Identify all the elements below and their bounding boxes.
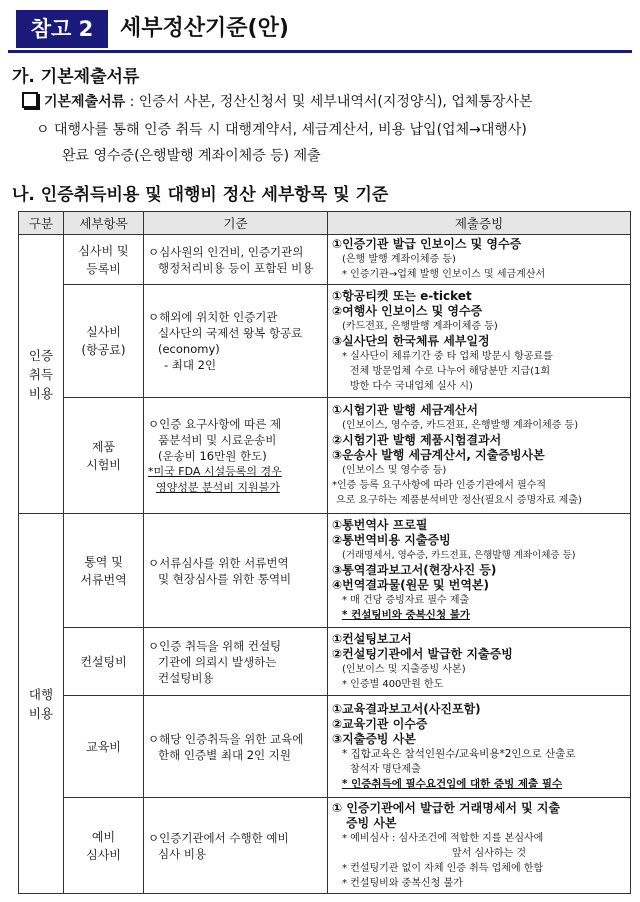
proof-cell [328, 398, 631, 514]
proof-line: (인보이스, 영수증, 카드전표, 은행발행 계좌이체증 등) [342, 420, 579, 431]
proof-line: * 인증기관→업체 발행 인보이스 및 세금계산서 [342, 269, 546, 280]
proof-line: *인증 등록 요구사항에 따라 인증기관에서 필수적 [332, 480, 547, 491]
proof-line: * 인증별 400만원 한도 [342, 678, 444, 690]
reference-badge: 참고 2 [16, 10, 108, 48]
proof-cell [328, 235, 631, 285]
proof-line: 참석자 명단제출 [350, 763, 421, 775]
proof-line: * 인증취득에 필수요건임에 대한 증빙 제출 필수 [342, 777, 563, 790]
proof-line: 앞서 심사하는 것 [452, 847, 526, 859]
proof-line: ①인증기관 발급 인보이스 및 영수증 [332, 237, 522, 251]
proof-line: ④번역결과물(원문 및 번역본) [332, 578, 489, 592]
proof-cell [328, 696, 631, 798]
item-name: 심사비 및 등록비 [64, 235, 144, 285]
proof-cell [328, 514, 631, 628]
criteria-line: 행정처리비용 등이 포함된 비용 [158, 260, 314, 275]
criteria-line: 및 현장심사를 위한 통역비 [158, 571, 292, 586]
basic-docs-label: 기본제출서류 [44, 94, 126, 110]
item-name: 실사비 (항공료) [64, 285, 144, 398]
criteria-line: 심사 비용 [158, 846, 207, 861]
proof-line: ①교육결과보고서(사진포함) [332, 701, 481, 716]
table-row [19, 514, 631, 628]
table-row [19, 398, 631, 514]
proof-cell [328, 798, 631, 894]
criteria-line: - 최대 2인 [164, 358, 217, 372]
criteria-line: ㅇ인증 취득을 위해 컨설팅 [148, 638, 282, 653]
proof-line: * 컨설팅비와 중복신청 불가 [342, 877, 463, 889]
proof-line: * 컨설팅비와 중복신청 불가 [342, 609, 471, 621]
agency-note-line1 [36, 120, 527, 140]
criteria-line: ㅇ인증기관에서 수행한 예비 [148, 830, 289, 845]
table-row [19, 285, 631, 398]
settlement-table [18, 211, 631, 894]
proof-line: ②시험기관 발행 제품시험결과서 [332, 433, 502, 447]
proof-cell [328, 285, 631, 398]
criteria-line: 컨설팅비용 [158, 670, 214, 685]
proof-line: * 실사단이 체류기간 중 타 업체 방문시 항공료를 [342, 350, 553, 362]
proof-line: 으로 요구하는 제품분석비만 정산(필요시 증명자료 제출) [336, 495, 582, 506]
criteria-line: ㅇ해외에 위치한 인증기관 [148, 310, 278, 324]
proof-line: (은행 발행 계좌이체증 등) [342, 254, 456, 265]
proof-line: ③실사단의 한국체류 세부일정 [332, 333, 490, 348]
square-bullet-icon [22, 92, 38, 108]
item-name: 컨설팅비 [64, 628, 144, 696]
criteria-line: 품분석비 및 시료운송비 [158, 432, 277, 447]
criteria-cell [144, 514, 328, 628]
criteria-cell [144, 398, 328, 514]
proof-line: (인보이스 및 지출증빙 사본) [342, 663, 466, 675]
proof-line: ③운송사 발행 세금계산서, 지출증빙사본 [332, 448, 545, 462]
proof-line: ①항공티켓 또는 e-ticket [332, 288, 472, 303]
criteria-line: 기관에 의뢰시 발생하는 [158, 654, 277, 669]
section-a-title: 가. 기본제출서류 [12, 67, 140, 87]
category-cert-cost: 인증 취득 비용 [19, 235, 64, 514]
agency-note-text1: 대행사를 통해 인증 취득 시 대행계약서, 세금계산서, 비용 납입(업체→대행사) [53, 122, 527, 138]
proof-line: * 매 건당 증빙자료 필수 제출 [342, 595, 470, 606]
item-name: 통역 및 서류번역 [64, 514, 144, 628]
page-title: 세부정산기준(안) [120, 16, 289, 41]
basic-docs-line [22, 92, 532, 112]
col-header-criteria: 기준 [144, 212, 328, 235]
criteria-cell [144, 235, 328, 285]
criteria-cell [144, 628, 328, 696]
proof-line: ②컨설팅기관에서 발급한 지출증빙 [332, 646, 513, 661]
item-name: 교육비 [64, 696, 144, 798]
item-name: 제품 시험비 [64, 398, 144, 514]
proof-line: ②교육기관 이수증 [332, 716, 428, 731]
table-row [19, 696, 631, 798]
criteria-cell [144, 285, 328, 398]
proof-line: (거래명세서, 영수증, 카드전표, 은행발행 계좌이체증 등) [342, 550, 576, 561]
proof-line: (카드전표, 은행발행 계좌이체증 등) [342, 320, 498, 332]
criteria-line: ㅇ서류심사를 위한 서류번역 [148, 555, 289, 570]
criteria-line: ㅇ인증 요구사항에 따른 제 [148, 416, 282, 431]
item-name: 예비 심사비 [64, 798, 144, 894]
table-row [19, 628, 631, 696]
circle-bullet-icon: ㅇ [36, 122, 50, 138]
proof-line: ②통번역비용 지출증빙 [332, 533, 451, 547]
criteria-line: (운송비 16만원 한도) [158, 448, 267, 463]
proof-line: 방한 다수 국내업체 실사 시) [350, 380, 473, 392]
criteria-line: ㅇ해당 인증취득을 위한 교육에 [148, 731, 304, 746]
criteria-line: *미국 FDA 시설등록의 경우 [148, 464, 282, 478]
table-row [19, 235, 631, 285]
criteria-cell [144, 798, 328, 894]
proof-line: (인보이스 및 영수증 등) [342, 465, 447, 476]
basic-docs-text: : 인증서 사본, 정산신청서 및 세부내역서(지정양식), 업체통장사본 [125, 94, 533, 110]
col-header-proof: 제출증빙 [328, 212, 631, 235]
col-header-item: 세부항목 [64, 212, 144, 235]
proof-line: 전체 방문업체 수로 나누어 해당분만 지급(1회 [350, 365, 551, 377]
proof-cell [328, 628, 631, 696]
table-header-row [19, 212, 631, 235]
criteria-line: ㅇ심사원의 인건비, 인증기관의 [148, 244, 304, 259]
proof-line: ③통역결과보고서(현장사진 등) [332, 563, 497, 577]
proof-line: ① 인증기관에서 발급한 거래명세서 및 지출 [332, 800, 561, 815]
header-bar [8, 10, 632, 53]
category-agency-cost: 대행 비용 [19, 514, 64, 894]
proof-line: * 컨설팅기관 없이 자체 인증 취득 업체에 한함 [342, 862, 544, 874]
col-header-category: 구분 [19, 212, 64, 235]
proof-line: ③지출증빙 사본 [332, 731, 416, 746]
proof-line: ②여행사 인보이스 및 영수증 [332, 303, 483, 318]
criteria-cell [144, 696, 328, 798]
proof-line: ①통번역사 프로필 [332, 518, 428, 532]
agency-note-line2: 완료 영수증(은행발행 계좌이체증 등) 제출 [62, 148, 321, 164]
proof-line: * 예비심사 : 심사조건에 적합한 지를 본심사에 [342, 832, 544, 844]
criteria-line: (economy) [158, 342, 220, 356]
proof-line: ①시험기관 발행 세금계산서 [332, 403, 479, 417]
criteria-line: 영양성분 분석비 지원불가 [156, 480, 280, 494]
criteria-line: 한해 인증별 최대 2인 지원 [158, 747, 292, 762]
section-b-title: 나. 인증취득비용 및 대행비 정산 세부항목 및 기준 [12, 185, 389, 205]
proof-line: 증빙 사본 [346, 815, 397, 830]
proof-line: * 집합교육은 참석인원수/교육비용*2인으로 산출로 [342, 747, 576, 760]
criteria-line: 실사단의 국제선 왕복 항공료 [158, 326, 303, 340]
table-row [19, 798, 631, 894]
proof-line: ①컨설팅보고서 [332, 631, 412, 646]
